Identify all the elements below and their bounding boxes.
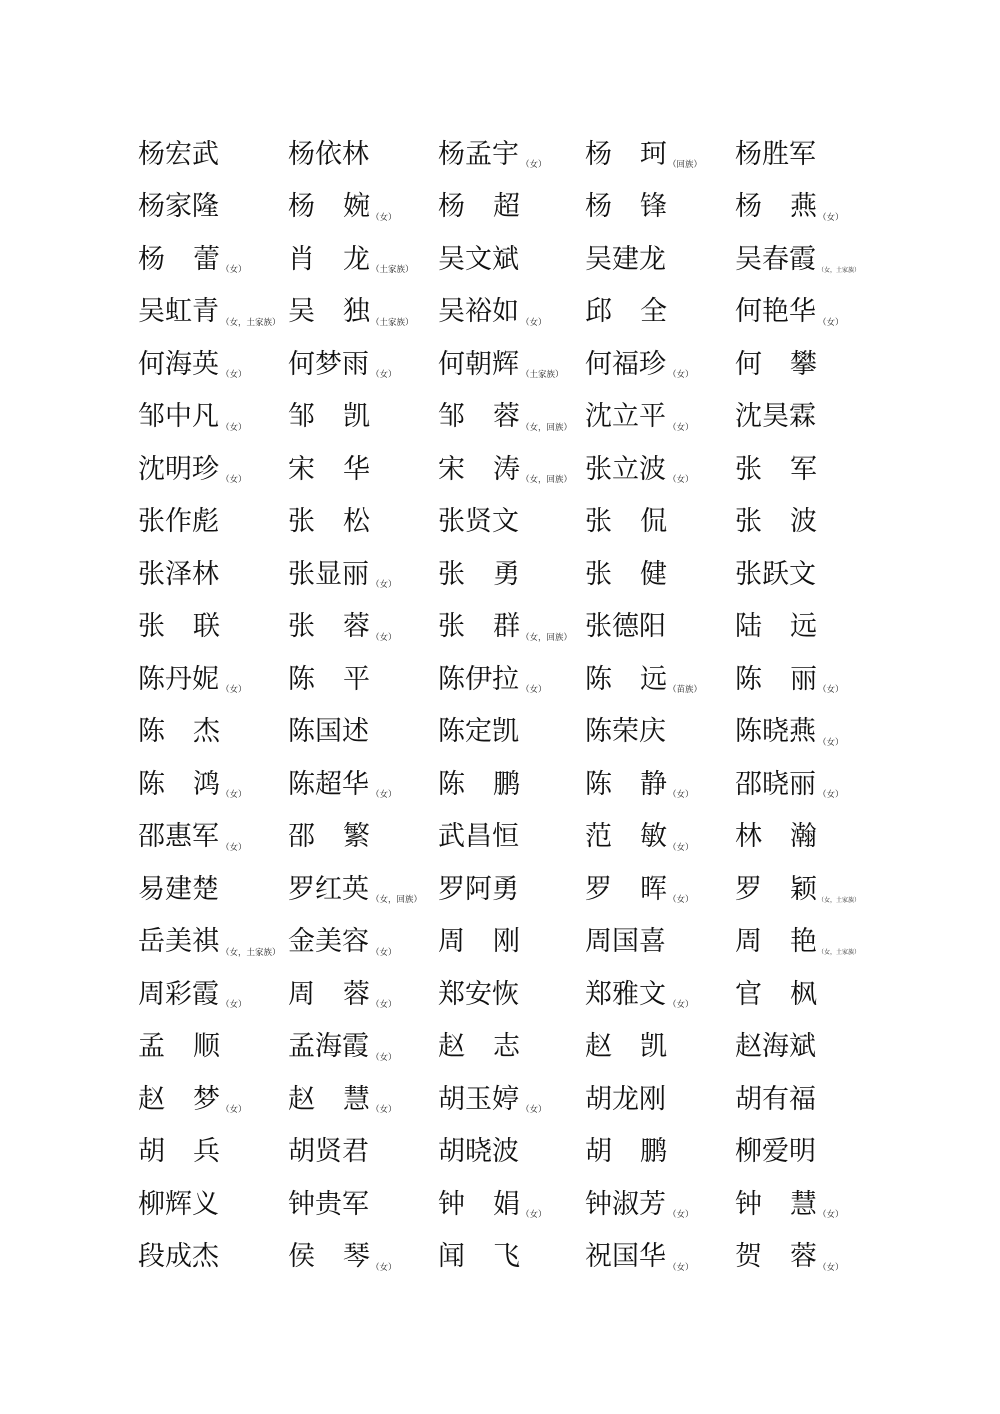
name-entry xyxy=(735,1021,885,1074)
person-name: 祝国华 xyxy=(585,1241,666,1273)
person-name: 吴独 xyxy=(288,296,370,328)
name-entry xyxy=(438,968,585,1021)
person-name: 何海英 xyxy=(138,348,219,380)
person-annotation: （女） xyxy=(371,212,397,223)
person-name: 杨蕾 xyxy=(138,243,220,275)
person-name: 孟海霞 xyxy=(288,1031,369,1063)
person-name: 钟娟 xyxy=(438,1188,520,1220)
name-entry xyxy=(438,391,585,444)
person-name: 孟顺 xyxy=(138,1031,220,1063)
name-entry xyxy=(735,863,885,916)
person-name: 柳辉义 xyxy=(138,1188,219,1220)
name-entry xyxy=(438,811,585,864)
person-name: 官枫 xyxy=(735,978,817,1010)
person-name: 张贤文 xyxy=(438,506,519,538)
person-annotation: （女） xyxy=(371,947,397,958)
person-annotation: （女，回族） xyxy=(521,475,573,486)
person-name: 陈荣庆 xyxy=(585,716,666,748)
person-name: 杨燕 xyxy=(735,191,817,223)
name-entry xyxy=(138,338,288,391)
person-annotation: （女） xyxy=(521,1210,547,1221)
name-entry xyxy=(585,286,735,339)
person-name: 胡晓波 xyxy=(438,1136,519,1168)
name-entry xyxy=(288,706,438,759)
person-annotation: （女） xyxy=(818,737,844,748)
person-name: 肖龙 xyxy=(288,243,370,275)
name-entry xyxy=(288,968,438,1021)
person-annotation: （女） xyxy=(668,422,694,433)
name-row xyxy=(138,706,898,759)
person-name: 张侃 xyxy=(585,506,667,538)
name-entry xyxy=(735,706,885,759)
person-annotation: （女） xyxy=(371,1262,397,1273)
name-entry xyxy=(735,548,885,601)
person-name: 邵繁 xyxy=(288,821,370,853)
person-name: 何攀 xyxy=(735,348,817,380)
name-entry xyxy=(438,128,585,181)
person-name: 杨锋 xyxy=(585,191,667,223)
name-entry xyxy=(138,863,288,916)
person-name: 吴建龙 xyxy=(585,243,666,275)
person-name: 何梦雨 xyxy=(288,348,369,380)
name-entry xyxy=(288,181,438,234)
person-name: 杨婉 xyxy=(288,191,370,223)
name-entry xyxy=(735,286,885,339)
person-name: 陈杰 xyxy=(138,716,220,748)
person-annotation: （女） xyxy=(818,1262,844,1273)
name-list xyxy=(138,128,898,1283)
person-name: 邹蓉 xyxy=(438,401,520,433)
name-entry xyxy=(288,863,438,916)
person-name: 吴裕如 xyxy=(438,296,519,328)
person-annotation: （女） xyxy=(521,685,547,696)
person-name: 张蓉 xyxy=(288,611,370,643)
name-entry xyxy=(438,1178,585,1231)
name-entry xyxy=(735,128,885,181)
name-row xyxy=(138,916,898,969)
person-annotation: （女） xyxy=(221,1000,247,1011)
name-entry xyxy=(585,1231,735,1284)
name-entry xyxy=(585,1021,735,1074)
person-name: 陈定凯 xyxy=(438,716,519,748)
person-annotation: （女） xyxy=(818,317,844,328)
name-entry xyxy=(288,811,438,864)
person-annotation: （女，土家族） xyxy=(221,947,281,958)
person-annotation: （女） xyxy=(818,790,844,801)
name-entry xyxy=(438,1021,585,1074)
name-entry xyxy=(735,233,885,286)
person-name: 罗晖 xyxy=(585,873,667,905)
name-entry xyxy=(438,233,585,286)
person-name: 胡龙刚 xyxy=(585,1083,666,1115)
person-name: 张松 xyxy=(288,506,370,538)
name-row xyxy=(138,233,898,286)
person-name: 陈晓燕 xyxy=(735,716,816,748)
person-annotation: （女） xyxy=(221,475,247,486)
person-annotation: （女） xyxy=(668,895,694,906)
person-annotation: （女） xyxy=(668,1262,694,1273)
name-entry xyxy=(138,811,288,864)
name-entry xyxy=(138,1021,288,1074)
name-entry xyxy=(585,968,735,1021)
person-name: 郑雅文 xyxy=(585,978,666,1010)
name-entry xyxy=(585,1178,735,1231)
name-row xyxy=(138,128,898,181)
person-name: 柳爱明 xyxy=(735,1136,816,1168)
person-name: 金美容 xyxy=(288,926,369,958)
name-entry xyxy=(585,443,735,496)
name-entry xyxy=(438,181,585,234)
name-entry xyxy=(138,1073,288,1126)
person-annotation: （土家族） xyxy=(371,317,414,328)
person-name: 陈鹏 xyxy=(438,768,520,800)
name-entry xyxy=(735,443,885,496)
name-entry xyxy=(735,1231,885,1284)
person-annotation: （女，回族） xyxy=(521,632,573,643)
person-name: 沈昊霖 xyxy=(735,401,816,433)
person-name: 何朝辉 xyxy=(438,348,519,380)
person-annotation: （女） xyxy=(221,685,247,696)
person-name: 陈鸿 xyxy=(138,768,220,800)
person-name: 钟贵军 xyxy=(288,1188,369,1220)
name-row xyxy=(138,181,898,234)
name-entry xyxy=(438,496,585,549)
person-name: 杨宏武 xyxy=(138,138,219,170)
name-entry xyxy=(585,181,735,234)
person-name: 张德阳 xyxy=(585,611,666,643)
name-entry xyxy=(288,443,438,496)
name-entry xyxy=(735,496,885,549)
person-name: 闻飞 xyxy=(438,1241,520,1273)
person-name: 杨依林 xyxy=(288,138,369,170)
person-name: 陈丹妮 xyxy=(138,663,219,695)
name-entry xyxy=(735,916,885,969)
person-name: 张军 xyxy=(735,453,817,485)
person-annotation: （女，土家族） xyxy=(818,896,861,904)
name-row xyxy=(138,443,898,496)
name-entry xyxy=(138,496,288,549)
person-name: 胡兵 xyxy=(138,1136,220,1168)
person-name: 张联 xyxy=(138,611,220,643)
name-row xyxy=(138,338,898,391)
person-name: 张波 xyxy=(735,506,817,538)
name-row xyxy=(138,811,898,864)
person-name: 范敏 xyxy=(585,821,667,853)
person-annotation: （女） xyxy=(221,422,247,433)
name-entry xyxy=(585,706,735,759)
person-annotation: （女） xyxy=(371,370,397,381)
name-entry xyxy=(735,391,885,444)
name-entry xyxy=(138,181,288,234)
name-entry xyxy=(288,1021,438,1074)
name-entry xyxy=(138,1178,288,1231)
name-row xyxy=(138,1073,898,1126)
person-annotation: （女） xyxy=(221,842,247,853)
name-row xyxy=(138,758,898,811)
name-row xyxy=(138,601,898,654)
person-name: 赵凯 xyxy=(585,1031,667,1063)
name-entry xyxy=(438,443,585,496)
person-name: 吴文斌 xyxy=(438,243,519,275)
name-entry xyxy=(438,758,585,811)
person-name: 周艳 xyxy=(735,926,817,958)
name-row xyxy=(138,1021,898,1074)
person-name: 陈丽 xyxy=(735,663,817,695)
name-row xyxy=(138,391,898,444)
name-row xyxy=(138,1231,898,1284)
person-annotation: （女，回族） xyxy=(371,895,423,906)
person-name: 贺蓉 xyxy=(735,1241,817,1273)
person-name: 陈伊拉 xyxy=(438,663,519,695)
person-name: 杨家隆 xyxy=(138,191,219,223)
name-entry xyxy=(438,653,585,706)
person-annotation: （苗族） xyxy=(668,685,703,696)
person-annotation: （女） xyxy=(668,1210,694,1221)
person-annotation: （女） xyxy=(668,1000,694,1011)
name-entry xyxy=(138,653,288,706)
name-entry xyxy=(585,391,735,444)
person-name: 张群 xyxy=(438,611,520,643)
person-name: 林瀚 xyxy=(735,821,817,853)
name-entry xyxy=(138,443,288,496)
person-annotation: （女） xyxy=(221,265,247,276)
person-name: 吴春霞 xyxy=(735,243,816,275)
name-entry xyxy=(585,811,735,864)
name-entry xyxy=(138,916,288,969)
name-row xyxy=(138,863,898,916)
person-name: 杨胜军 xyxy=(735,138,816,170)
person-name: 钟淑芳 xyxy=(585,1188,666,1220)
person-annotation: （女） xyxy=(668,370,694,381)
name-row xyxy=(138,496,898,549)
person-name: 胡贤君 xyxy=(288,1136,369,1168)
person-name: 胡玉婷 xyxy=(438,1083,519,1115)
name-entry xyxy=(288,128,438,181)
person-annotation: （土家族） xyxy=(371,265,414,276)
person-annotation: （女） xyxy=(221,790,247,801)
person-annotation: （回族） xyxy=(668,160,703,171)
person-annotation: （女） xyxy=(818,1210,844,1221)
person-name: 赵梦 xyxy=(138,1083,220,1115)
person-name: 陈超华 xyxy=(288,768,369,800)
name-row xyxy=(138,1178,898,1231)
person-name: 吴虹青 xyxy=(138,296,219,328)
person-name: 何艳华 xyxy=(735,296,816,328)
person-name: 周国喜 xyxy=(585,926,666,958)
name-entry xyxy=(288,1178,438,1231)
person-name: 胡有福 xyxy=(735,1083,816,1115)
name-entry xyxy=(288,1126,438,1179)
name-entry xyxy=(585,548,735,601)
person-name: 邵惠军 xyxy=(138,821,219,853)
name-entry xyxy=(138,391,288,444)
name-entry xyxy=(585,601,735,654)
person-name: 陈远 xyxy=(585,663,667,695)
name-row xyxy=(138,1126,898,1179)
person-annotation: （女） xyxy=(221,370,247,381)
name-entry xyxy=(585,1126,735,1179)
person-name: 周刚 xyxy=(438,926,520,958)
name-entry xyxy=(438,863,585,916)
name-entry xyxy=(288,548,438,601)
person-annotation: （女，土家族） xyxy=(221,317,281,328)
name-entry xyxy=(735,811,885,864)
name-entry xyxy=(138,1126,288,1179)
person-name: 沈立平 xyxy=(585,401,666,433)
person-name: 张健 xyxy=(585,558,667,590)
name-entry xyxy=(438,706,585,759)
person-name: 段成杰 xyxy=(138,1241,219,1273)
person-annotation: （女，土家族） xyxy=(818,949,861,957)
name-entry xyxy=(288,916,438,969)
person-annotation: （女） xyxy=(521,317,547,328)
name-entry xyxy=(585,128,735,181)
person-name: 赵志 xyxy=(438,1031,520,1063)
name-entry xyxy=(138,128,288,181)
person-name: 陆远 xyxy=(735,611,817,643)
name-entry xyxy=(138,233,288,286)
name-row xyxy=(138,653,898,706)
name-entry xyxy=(138,601,288,654)
person-name: 钟慧 xyxy=(735,1188,817,1220)
person-name: 宋涛 xyxy=(438,453,520,485)
person-name: 罗颖 xyxy=(735,873,817,905)
person-name: 张跃文 xyxy=(735,558,816,590)
name-entry xyxy=(138,968,288,1021)
name-entry xyxy=(138,706,288,759)
name-entry xyxy=(585,338,735,391)
name-entry xyxy=(288,601,438,654)
person-annotation: （女） xyxy=(371,790,397,801)
name-entry xyxy=(438,1126,585,1179)
name-entry xyxy=(288,1231,438,1284)
person-annotation: （女） xyxy=(521,1105,547,1116)
name-entry xyxy=(438,548,585,601)
person-name: 武昌恒 xyxy=(438,821,519,853)
name-entry xyxy=(288,233,438,286)
name-entry xyxy=(288,496,438,549)
person-name: 杨超 xyxy=(438,191,520,223)
person-name: 张勇 xyxy=(438,558,520,590)
person-name: 沈明珍 xyxy=(138,453,219,485)
person-annotation: （女） xyxy=(668,475,694,486)
name-entry xyxy=(735,1073,885,1126)
name-row xyxy=(138,548,898,601)
person-name: 陈静 xyxy=(585,768,667,800)
person-name: 张泽林 xyxy=(138,558,219,590)
name-entry xyxy=(585,1073,735,1126)
person-annotation: （女） xyxy=(818,685,844,696)
name-entry xyxy=(735,968,885,1021)
name-entry xyxy=(288,391,438,444)
person-annotation: （女） xyxy=(371,1105,397,1116)
person-name: 易建楚 xyxy=(138,873,219,905)
name-row xyxy=(138,968,898,1021)
person-name: 罗阿勇 xyxy=(438,873,519,905)
name-entry xyxy=(585,758,735,811)
name-entry xyxy=(438,1073,585,1126)
person-annotation: （女） xyxy=(668,790,694,801)
person-name: 陈平 xyxy=(288,663,370,695)
person-name: 岳美祺 xyxy=(138,926,219,958)
name-entry xyxy=(288,653,438,706)
person-annotation: （女） xyxy=(371,632,397,643)
name-entry xyxy=(288,338,438,391)
person-name: 邹凯 xyxy=(288,401,370,433)
name-entry xyxy=(585,496,735,549)
person-annotation: （女） xyxy=(371,1000,397,1011)
name-entry xyxy=(438,286,585,339)
name-entry xyxy=(288,1073,438,1126)
person-name: 罗红英 xyxy=(288,873,369,905)
name-entry xyxy=(438,601,585,654)
person-name: 郑安恢 xyxy=(438,978,519,1010)
person-name: 周蓉 xyxy=(288,978,370,1010)
person-name: 宋华 xyxy=(288,453,370,485)
name-entry xyxy=(735,338,885,391)
person-name: 陈国述 xyxy=(288,716,369,748)
name-entry xyxy=(138,548,288,601)
name-entry xyxy=(438,916,585,969)
person-annotation: （女，土家族） xyxy=(818,266,861,274)
person-name: 邹中凡 xyxy=(138,401,219,433)
person-name: 邱全 xyxy=(585,296,667,328)
name-entry xyxy=(585,916,735,969)
person-annotation: （女） xyxy=(371,1052,397,1063)
name-entry xyxy=(288,286,438,339)
person-annotation: （女，回族） xyxy=(521,422,573,433)
name-entry xyxy=(735,1126,885,1179)
person-name: 赵慧 xyxy=(288,1083,370,1115)
name-entry xyxy=(438,338,585,391)
name-entry xyxy=(585,233,735,286)
person-name: 侯琴 xyxy=(288,1241,370,1273)
person-name: 周彩霞 xyxy=(138,978,219,1010)
person-annotation: （土家族） xyxy=(521,370,564,381)
name-entry xyxy=(735,181,885,234)
name-entry xyxy=(735,653,885,706)
name-row xyxy=(138,286,898,339)
person-name: 杨孟宇 xyxy=(438,138,519,170)
name-entry xyxy=(585,863,735,916)
name-entry xyxy=(735,1178,885,1231)
person-annotation: （女） xyxy=(371,580,397,591)
person-annotation: （女） xyxy=(521,160,547,171)
person-name: 杨珂 xyxy=(585,138,667,170)
person-name: 邵晓丽 xyxy=(735,768,816,800)
person-name: 张立波 xyxy=(585,453,666,485)
name-entry xyxy=(138,286,288,339)
name-entry xyxy=(735,601,885,654)
person-name: 张作彪 xyxy=(138,506,219,538)
name-entry xyxy=(138,1231,288,1284)
person-annotation: （女） xyxy=(221,1105,247,1116)
name-entry xyxy=(438,1231,585,1284)
person-name: 何福珍 xyxy=(585,348,666,380)
person-name: 赵海斌 xyxy=(735,1031,816,1063)
name-entry xyxy=(735,758,885,811)
person-name: 张显丽 xyxy=(288,558,369,590)
name-entry xyxy=(585,653,735,706)
person-annotation: （女） xyxy=(818,212,844,223)
person-annotation: （女） xyxy=(668,842,694,853)
name-entry xyxy=(288,758,438,811)
person-name: 胡鹏 xyxy=(585,1136,667,1168)
name-entry xyxy=(138,758,288,811)
